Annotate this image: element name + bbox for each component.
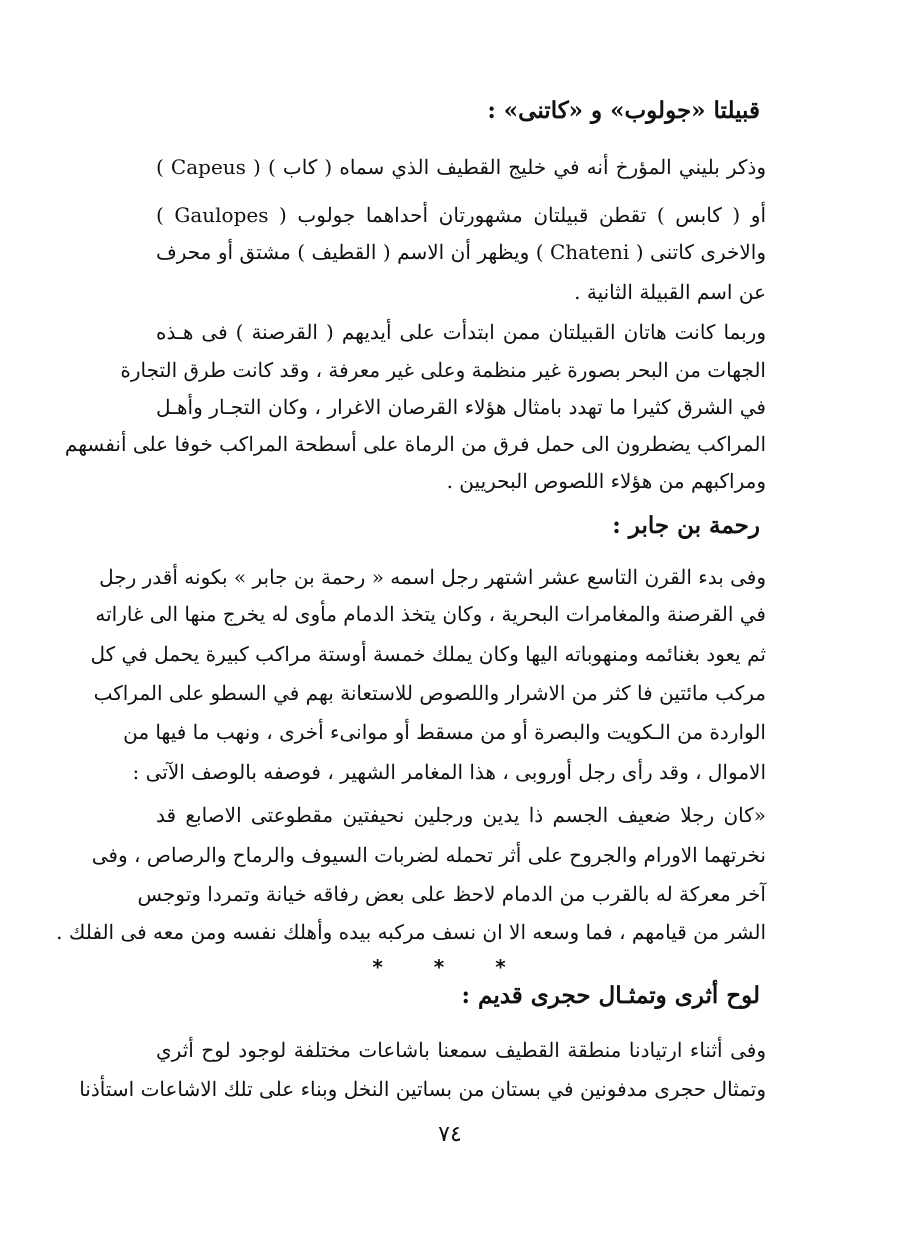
- text-line: في الشرق كثيرا ما تهدد بامثال هؤلاء القرصان الاغرار ، وكان التجـار وأهـل: [156, 395, 766, 419]
- text-line: الجهات من البحر بصورة غير منظمة وعلى غير معرفة ، وقد كانت طرق التجارة: [120, 358, 766, 382]
- text-line: ومراكبهم من هؤلاء اللصوص البحريين .: [446, 469, 766, 493]
- text-line: وفى أثناء ارتيادنا منطقة القطيف سمعنا باشاعات مختلفة لوجود لوح أثري: [156, 1038, 766, 1062]
- quote-line: «كان رجلا ضعيف الجسم ذا يدين ورجلين نحيفتين مقطوعتى الاصابع قد: [156, 803, 766, 827]
- section-separator: * * *: [372, 955, 528, 979]
- section-heading-jalub-katni: قبيلتا «جولوب» و «كاتنى» :: [487, 97, 760, 124]
- section-heading-archaeological-tablet: لوح أثرى وتمثـال حجرى قديم :: [461, 982, 760, 1009]
- page-number: ٧٤: [438, 1122, 462, 1147]
- text-line: أو ( كابس ) تقطن قبيلتان مشهورتان أحداهما جولوب ( Gaulopes ): [156, 203, 767, 227]
- text-line: المراكب يضطرون الى حمل فرق من الرماة على أسطحة المراكب خوفا على أنفسهم: [64, 432, 766, 456]
- text-line: وتمثال حجرى مدفونين في بستان من بساتين النخل وبناء على تلك الاشاعات استأذنا: [79, 1077, 766, 1101]
- text-line: في القرصنة والمغامرات البحرية ، وكان يتخذ الدمام مأوى له يخرج منها الى غاراته: [95, 602, 766, 626]
- quote-line: الشر من قيامهم ، فما وسعه الا ان نسف مركبه بيده وأهلك نفسه ومن معه فى الفلك .: [56, 920, 766, 944]
- text-line: الواردة من الـكويت والبصرة أو من مسقط أو موانىء أخرى ، ونهب ما فيها من: [123, 720, 766, 744]
- text-line: وفى بدء القرن التاسع عشر اشتهر رجل اسمه « رحمة بن جابر » بكونه أقدر رجل: [99, 565, 766, 589]
- quote-line: آخر معركة له بالقرب من الدمام لاحظ على بعض رفاقه خيانة وتمردا وتوجس: [137, 882, 766, 906]
- section-heading-rahma-bin-jabir: رحمة بن جابر :: [612, 512, 760, 539]
- text-line: عن اسم القبيلة الثانية .: [574, 280, 766, 304]
- text-line: مركب مائتين فا كثر من الاشرار واللصوص للاستعانة بهم في السطو على المراكب: [93, 681, 766, 705]
- text-line: ثم يعود بغنائمه ومنهوباته اليها وكان يملك خمسة أوستة مراكب كبيرة يحمل في كل: [90, 642, 766, 666]
- text-line: وربما كانت هاتان القبيلتان ممن ابتدأت على أيديهم ( القرصنة ) فى هـذه: [156, 320, 766, 344]
- text-line: وذكر بليني المؤرخ أنه في خليج القطيف الذي سماه ( كاب ) ( Capeus ): [156, 155, 766, 179]
- quote-line: نخرتهما الاورام والجروح على أثر تحمله لضربات السيوف والرماح والرصاص ، وفى: [91, 843, 766, 867]
- text-line: الاموال ، وقد رأى رجل أوروبى ، هذا المغامر الشهير ، فوصفه بالوصف الآتى :: [132, 760, 766, 784]
- text-line: والاخرى كاتنى ( Chateni ) ويظهر أن الاسم ( القطيف ) مشتق أو محرف: [156, 240, 766, 264]
